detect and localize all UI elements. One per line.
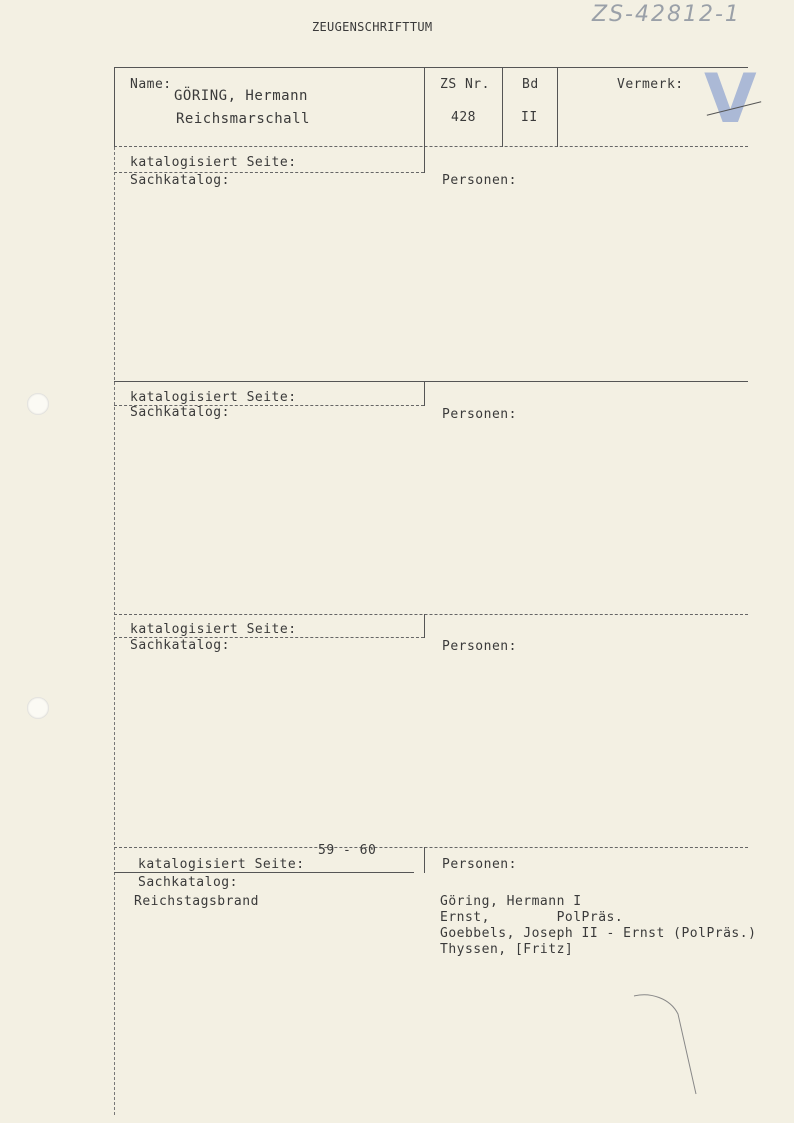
sach-entry: Reichstagsbrand (134, 894, 259, 909)
vermerk-label: Vermerk: (617, 77, 684, 92)
punch-hole-bottom (27, 697, 49, 719)
section2-top-rule (114, 381, 748, 382)
bd-label: Bd (522, 77, 539, 92)
name-label: Name: (130, 77, 172, 92)
section3-katalog-label: katalogisiert Seite: (130, 622, 297, 637)
personen-entry: Thyssen, [Fritz] (440, 942, 574, 957)
personen-entry: Göring, Hermann I (440, 894, 582, 909)
personen-entry: Goebbels, Joseph II - Ernst (PolPräs.) (440, 926, 757, 941)
v-stamp (702, 60, 760, 139)
section4-label-box-right (424, 847, 425, 873)
section4-top-rule (114, 847, 748, 848)
archive-number: ZS-42812-1 (592, 2, 741, 27)
section2-katalog-label: katalogisiert Seite: (130, 390, 297, 405)
top-box-divider-bd (557, 67, 558, 147)
section1-katalog-label: katalogisiert Seite: (130, 155, 297, 170)
document-title: ZEUGENSCHRIFTTUM (312, 20, 433, 34)
section3-top-rule (114, 614, 748, 615)
section2-label-box-right (424, 381, 425, 406)
zs-value: 428 (451, 110, 476, 125)
section1-personen-label: Personen: (442, 173, 517, 188)
section4-label-box-bottom (114, 872, 414, 873)
left-margin-line (114, 147, 115, 1115)
top-box-left-edge (114, 67, 115, 147)
section4-sach-label: Sachkatalog: (138, 875, 238, 890)
punch-hole-top (27, 393, 49, 415)
section3-personen-label: Personen: (442, 639, 517, 654)
person-name: GÖRING, Hermann (174, 88, 308, 104)
personen-entry: Ernst, PolPräs. (440, 910, 624, 925)
person-title: Reichsmarschall (176, 111, 310, 127)
bd-value: II (521, 110, 538, 125)
zs-label: ZS Nr. (440, 77, 490, 92)
section3-label-box-right (424, 614, 425, 638)
top-box-rule (114, 67, 748, 68)
section1-sach-label: Sachkatalog: (130, 173, 230, 188)
pencil-mark (630, 990, 710, 1100)
section1-label-box-right (424, 147, 425, 173)
top-box-divider-name (424, 67, 425, 147)
section3-sach-label: Sachkatalog: (130, 638, 230, 653)
section4-personen-label: Personen: (442, 857, 517, 872)
section2-personen-label: Personen: (442, 407, 517, 422)
section2-sach-label: Sachkatalog: (130, 405, 230, 420)
section4-katalog-label: katalogisiert Seite: (138, 857, 305, 872)
top-box-bottom-rule (114, 146, 748, 147)
top-box-divider-zs (502, 67, 503, 147)
section4-pages: 59 - 60 (318, 843, 377, 858)
v-stamp-letter: V (704, 60, 757, 139)
